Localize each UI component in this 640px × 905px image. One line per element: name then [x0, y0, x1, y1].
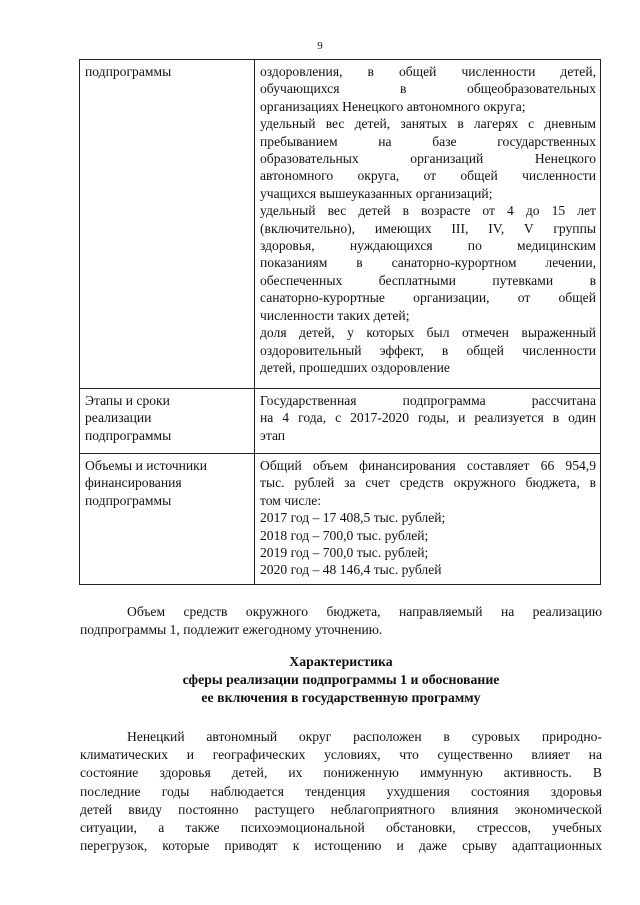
content-line: организациях Ненецкого автономного округа;	[260, 98, 526, 114]
label-line: подпрограммы	[85, 427, 172, 443]
label-line: подпрограммы	[85, 492, 172, 508]
heading-line: Характеристика	[289, 654, 393, 669]
content-line: показаниям в санаторно-курортном лечении,	[260, 255, 596, 271]
content-line: удельный вес детей в возрасте от 4 до 15 лет	[260, 203, 596, 219]
label-line: реализации	[85, 410, 152, 426]
paragraph-line: климатических и географических условиях, что существенно влияет на	[80, 747, 602, 763]
content-line: доля детей, у которых был отмечен выраженный	[260, 325, 596, 341]
content-line: (включительно), имеющих III, IV, V группы	[260, 220, 596, 236]
row-label-indicators	[80, 60, 255, 389]
paragraph-line: последние годы наблюдается тенденция ухудшения состояния здоровья	[80, 783, 602, 799]
content-line: детей, прошедших оздоровление	[260, 359, 450, 375]
heading-line: ее включения в государственную программу	[201, 690, 481, 705]
content-line: Государственная подпрограмма рассчитана	[260, 393, 596, 408]
table-row-stages	[80, 389, 601, 454]
paragraph-line: состояние здоровья детей, их пониженную иммунную активность. В	[80, 765, 602, 781]
row-content-stages	[255, 389, 601, 454]
label-line: подпрограммы	[85, 64, 172, 79]
paragraph-line: Ненецкий автономный округ расположен в суровых природно-	[127, 729, 602, 744]
body-paragraph	[80, 728, 602, 855]
label-line: финансирования	[85, 475, 182, 491]
subprogram-passport-table	[79, 59, 601, 585]
content-line: автономного округа, от общей численности	[260, 168, 596, 184]
section-heading	[80, 653, 602, 707]
content-line: санаторно-курортные организации, от общей	[260, 290, 596, 306]
row-content-funding	[255, 454, 601, 585]
page-number: 9	[317, 40, 323, 52]
budget-note-paragraph	[80, 603, 602, 638]
content-line: численности таких детей;	[260, 307, 410, 323]
table-row-funding	[80, 454, 601, 585]
row-label-stages	[80, 389, 255, 454]
content-line: оздоровления, в общей численности детей,	[260, 64, 596, 79]
content-line: 2017 год – 17 408,5 тыс. рублей;	[260, 510, 446, 526]
heading-line: сферы реализации подпрограммы 1 и обоснование	[182, 672, 500, 687]
paragraph-line: Объем средств окружного бюджета, направляемый на реализацию	[127, 604, 602, 619]
content-line: здоровья, нуждающихся по медицинским	[260, 238, 596, 254]
content-line: 2019 год – 700,0 тыс. рублей;	[260, 545, 429, 561]
content-line: 2018 год – 700,0 тыс. рублей;	[260, 527, 429, 543]
label-line: Объемы и источники	[85, 458, 208, 473]
content-line: удельный вес детей, занятых в лагерях с дневным	[260, 116, 596, 132]
content-line: оздоровительный эффект, в общей численности	[260, 342, 596, 358]
content-line: пребыванием на базе государственных	[260, 133, 596, 149]
row-label-funding	[80, 454, 255, 585]
content-line: обучающихся в общеобразовательных	[260, 81, 596, 97]
paragraph-line: детей ввиду постоянно растущего неблагоприятного влияния экономической	[80, 801, 602, 817]
content-line: тыс. рублей за счет средств окружного бюджета, в	[260, 475, 596, 491]
content-line: 2020 год – 48 146,4 тыс. рублей	[260, 562, 442, 578]
content-line: учащихся вышеуказанных организаций;	[260, 185, 493, 201]
row-content-indicators	[255, 60, 601, 389]
content-line: на 4 года, с 2017-2020 годы, и реализуется в один	[260, 410, 596, 426]
table-row-indicators	[80, 60, 601, 389]
content-line: Общий объем финансирования составляет 66 954,9	[260, 458, 596, 473]
content-line: том числе:	[260, 492, 322, 508]
paragraph-line: ситуации, а также психоэмоциональной обстановки, стрессов, учебных	[80, 820, 602, 836]
paragraph-line: подпрограммы 1, подлежит ежегодному уточнению.	[80, 621, 383, 637]
paragraph-line: перегрузок, которые приводят к истощению и даже срыву адаптационных	[80, 838, 602, 854]
label-line: Этапы и сроки	[85, 393, 170, 408]
content-line: этап	[260, 427, 286, 443]
content-line: обеспеченных бесплатными путевками в	[260, 272, 596, 288]
content-line: образовательных организаций Ненецкого	[260, 151, 596, 167]
